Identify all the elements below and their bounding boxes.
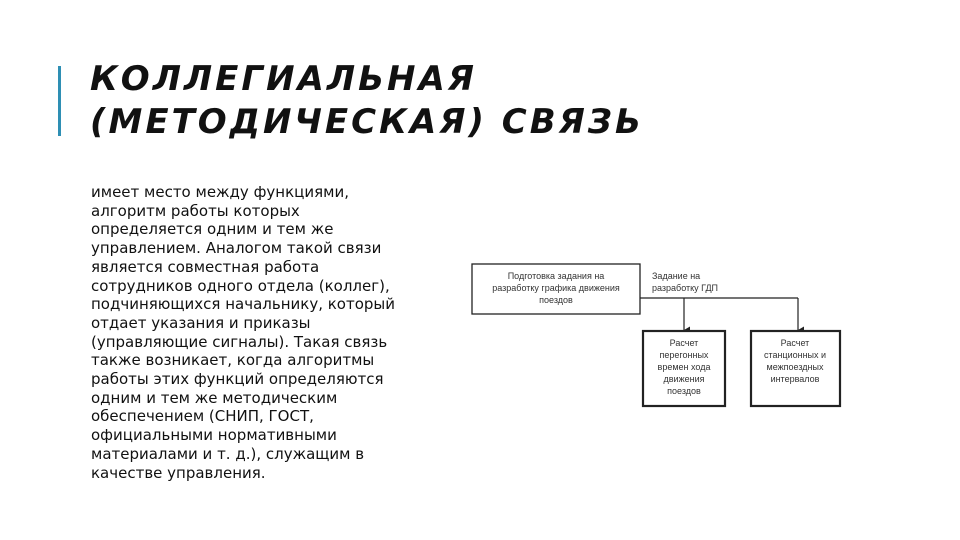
slide-title-line-1: КОЛЛЕГИАЛЬНАЯ — [90, 59, 477, 99]
slide-body-text: имеет место между функциями, алгоритм работы которых определяется одним и тем же управлением. Аналогом такой связи является совместная работа сотрудников одного отдела (коллег), подчиняющихся начальнику, который отдает указания и приказы (управляющие сигналы). Такая связь также возникает, когда алгоритмы работы этих функций определяются одним и тем же методическим обеспечением (СНИП, ГОСТ, официальными нормативными материалами и т. д.), служащим в качестве управления. — [91, 183, 395, 482]
connector-label-line-1: Задание на — [652, 271, 701, 281]
run-times-box-line-4: движения — [663, 374, 705, 384]
intervals-box-line-3: межпоездных — [766, 362, 824, 372]
diagram-connectors — [640, 298, 798, 330]
run-times-box-line-1: Расчет — [669, 338, 699, 348]
title-accent-bar — [58, 66, 61, 136]
intervals-box-line-2: станционных и — [763, 350, 827, 360]
run-times-box-line-2: перегонных — [659, 350, 709, 360]
connector-label-line-2: разработку ГДП — [652, 283, 719, 293]
task-preparation-box-line-1: Подготовка задания на — [507, 271, 605, 281]
task-preparation-box-line-2: разработку графика движения — [492, 283, 620, 293]
run-times-box-line-3: времен хода — [657, 362, 711, 372]
task-preparation-box — [472, 264, 640, 314]
run-times-calculation-box — [643, 331, 725, 406]
run-times-box-line-5: поездов — [667, 386, 701, 396]
task-preparation-box-line-3: поездов — [539, 295, 573, 305]
intervals-box-line-1: Расчет — [780, 338, 810, 348]
collegial-link-diagram — [468, 262, 848, 412]
slide-title-line-2: (МЕТОДИЧЕСКАЯ) СВЯЗЬ — [90, 102, 644, 142]
connector-label — [652, 271, 718, 293]
slide-title — [90, 58, 644, 144]
intervals-box-line-4: интервалов — [770, 374, 820, 384]
intervals-calculation-box — [751, 331, 840, 406]
